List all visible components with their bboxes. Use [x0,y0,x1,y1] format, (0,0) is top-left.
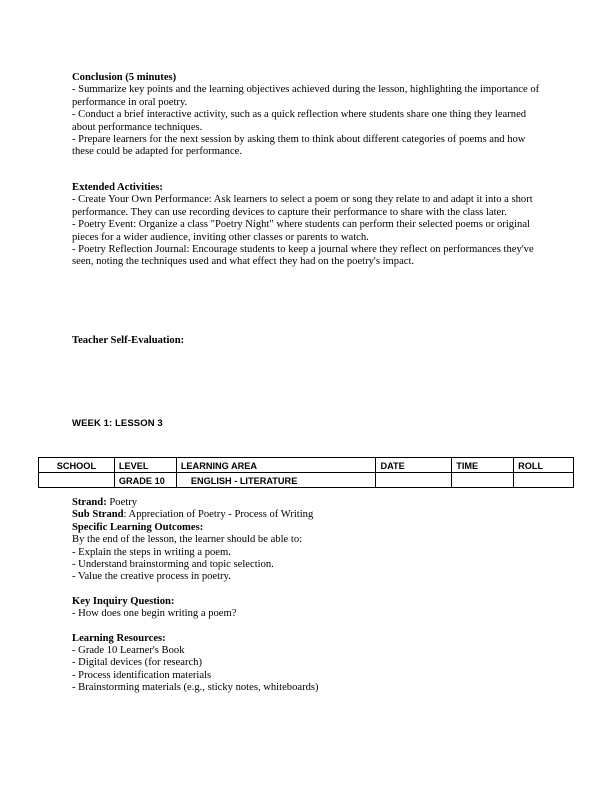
extended-activities-heading: Extended Activities: [72,182,163,193]
resource-item: - Digital devices (for research) [72,657,203,669]
lesson-meta-table [38,457,574,488]
sub-strand-value: : Appreciation of Poetry - Process of Writing [123,509,314,521]
header-school: SCHOOL [39,458,115,473]
slo-item: - Value the creative process in poetry. [72,571,231,583]
sub-strand-line [72,509,542,521]
cell-roll [514,473,574,488]
strand-value: Poetry [106,497,138,508]
resource-item: - Grade 10 Learner's Book [72,645,185,657]
header-date: DATE [376,458,452,473]
header-time: TIME [452,458,514,473]
week-lesson-title: WEEK 1: LESSON 3 [72,418,163,429]
slo-item: - Understand brainstorming and topic selection. [72,559,274,571]
key-inquiry-heading: Key Inquiry Question: [72,595,175,607]
strand-label: Strand: [72,497,107,508]
extended-activity-item: - Create Your Own Performance: Ask learners to select a poem or song they relate to and adapt it into a short performance. They can use recording devices to capture their performance to share with the class later. [72,194,533,218]
slo-item: - Explain the steps in writing a poem. [72,546,231,558]
cell-level: GRADE 10 [114,473,176,488]
extended-activity-item: - Poetry Reflection Journal: Encourage students to keep a journal where they reflect on performances they've seen, noting the techniques used and what effect they had on the poetry's impact. [72,244,534,268]
header-roll: ROLL [514,458,574,473]
header-learning-area: LEARNING AREA [176,458,376,473]
table-row [39,473,574,488]
conclusion-item: - Conduct a brief interactive activity, such as a quick reflection where students share one thing they learned about performance techniques. [72,109,527,133]
extended-activities-section [72,182,542,269]
conclusion-section [72,72,542,159]
key-inquiry-item: - How does one begin writing a poem? [72,608,237,620]
slo-intro: By the end of the lesson, the learner should be able to: [72,534,303,546]
extended-activity-item: - Poetry Event: Organize a class "Poetry Night" where students can perform their selected poems or original pieces for a wider audience, inviting other classes or parents to watch. [72,219,530,243]
table-header-row [39,458,574,473]
cell-date [376,473,452,488]
slo-heading: Specific Learning Outcomes: [72,521,204,533]
header-level: LEVEL [114,458,176,473]
sub-strand-label: Sub Strand [72,509,124,521]
self-evaluation-section [72,335,542,347]
strand-line [72,497,542,509]
self-evaluation-heading: Teacher Self-Evaluation: [72,335,185,346]
cell-learning-area: ENGLISH - LITERATURE [176,473,376,488]
resource-item: - Brainstorming materials (e.g., sticky notes, whiteboards) [72,682,319,694]
conclusion-heading: Conclusion (5 minutes) [72,72,177,83]
resource-item: - Process identification materials [72,669,212,681]
learning-resources-heading: Learning Resources: [72,632,166,644]
conclusion-item: - Prepare learners for the next session by asking them to think about different categories of poems and how these could be adapted for performance. [72,134,526,158]
lesson-details [72,497,542,695]
conclusion-item: - Summarize key points and the learning objectives achieved during the lesson, highlighting the importance of performance in oral poetry. [72,84,540,108]
cell-time [452,473,514,488]
cell-school [39,473,115,488]
